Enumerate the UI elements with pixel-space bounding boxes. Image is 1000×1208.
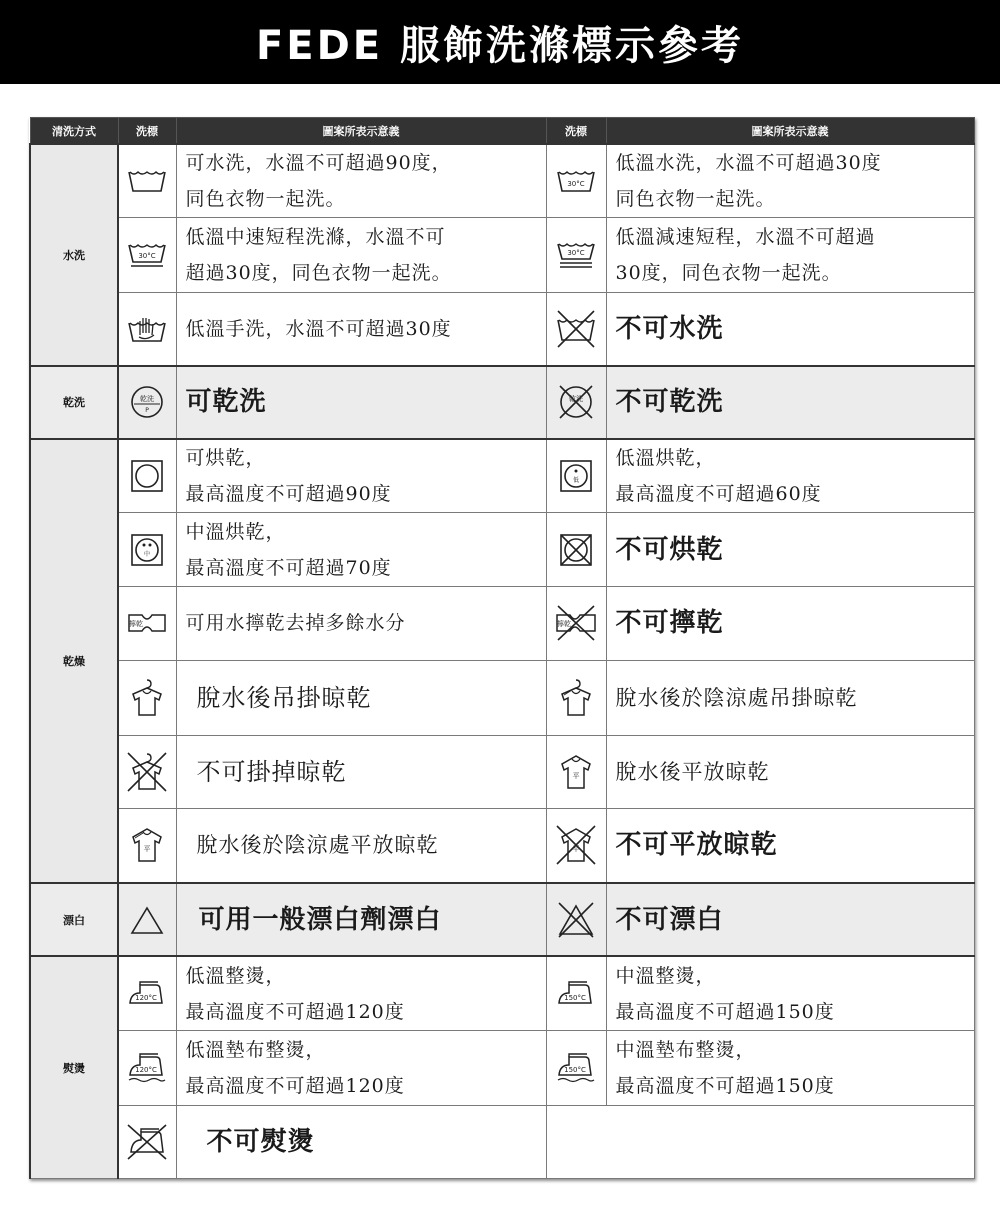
flat-dry-label: 平 — [572, 771, 580, 780]
table-row — [30, 366, 974, 439]
dry-symbol-cell — [118, 808, 176, 882]
tumble-dry-text: 可烘乾， 最高溫度不可超過90度 — [176, 439, 546, 513]
header-symbol: 洗標 — [118, 118, 176, 145]
do-not-tumble-dry-text: 不可烘乾 — [606, 513, 974, 586]
wash-very-gentle-label: 30°C — [567, 249, 585, 258]
care-label-table — [29, 117, 975, 1179]
category-bleach: 漂白 — [30, 883, 118, 956]
flat-dry-text: 脫水後平放晾乾 — [606, 735, 974, 808]
do-not-wring-icon — [554, 603, 598, 643]
wring-icon — [126, 609, 168, 637]
tumble-dry-low-label: 低 — [572, 477, 580, 485]
tumble-dry-low-icon — [558, 458, 594, 494]
table-row — [30, 513, 974, 586]
wash-30-gentle-icon — [128, 242, 166, 268]
do-not-iron-icon — [125, 1122, 169, 1162]
wash-gentle-text: 低溫中速短程洗滌，水溫不可 超過30度，同色衣物一起洗。 — [176, 218, 546, 292]
do-not-hang-dry-icon — [125, 750, 169, 794]
category-dry-clean: 乾洗 — [30, 366, 118, 439]
dry-symbol-cell — [118, 439, 176, 513]
table-row — [30, 735, 974, 808]
wash-30-text: 低溫水洗，水溫不可超過30度 同色衣物一起洗。 — [606, 144, 974, 218]
table-row — [30, 586, 974, 660]
iron-symbol-cell — [546, 956, 606, 1030]
iron-symbol-cell — [546, 1031, 606, 1105]
dry-clean-text: 可乾洗 — [176, 366, 546, 439]
iron-low-cloth-text: 低溫墊布整燙， 最高溫度不可超過120度 — [176, 1031, 546, 1105]
table-row — [30, 1105, 974, 1179]
hang-dry-text: 脫水後吊掛晾乾 — [176, 661, 546, 735]
wash-very-gentle-text: 低溫減速短程，水溫不可超過 30度，同色衣物一起洗。 — [606, 218, 974, 292]
dry-symbol-cell — [118, 661, 176, 735]
iron-low-cloth-icon — [126, 1051, 168, 1085]
wash-symbol-cell — [118, 292, 176, 365]
dry-clean-icon — [129, 384, 165, 420]
iron-symbol-cell — [118, 956, 176, 1030]
dry-symbol-cell — [546, 513, 606, 586]
do-not-wash-icon — [554, 308, 598, 350]
do-not-bleach-icon — [555, 900, 597, 940]
flat-dry-shade-label: 平 — [143, 845, 151, 854]
do-not-dry-clean-text: 不可乾洗 — [606, 366, 974, 439]
header-meaning: 圖案所表示意義 — [176, 118, 546, 145]
category-dry: 乾燥 — [30, 439, 118, 883]
dry-symbol-cell — [546, 661, 606, 735]
dry-symbol-cell — [546, 808, 606, 882]
wash-30-very-gentle-icon — [557, 241, 595, 269]
iron-low-icon — [126, 979, 168, 1009]
table-row — [30, 439, 974, 513]
dry-symbol-cell — [546, 735, 606, 808]
tumble-dry-medium-icon — [129, 532, 165, 568]
wash-symbol-cell — [118, 144, 176, 218]
hang-dry-shade-icon — [558, 678, 594, 718]
dry-clean-p-label: P — [145, 407, 150, 415]
tumble-dry-medium-label: 中 — [144, 550, 151, 558]
iron-symbol-cell — [118, 1031, 176, 1105]
do-not-bleach-text: 不可漂白 — [606, 883, 974, 956]
do-not-dry-clean-icon — [556, 382, 596, 422]
wring-text: 可用水擰乾去掉多餘水分 — [176, 586, 546, 660]
wash-symbol-cell — [546, 218, 606, 292]
do-not-tumble-dry-icon — [556, 530, 596, 570]
dry-symbol-cell — [546, 586, 606, 660]
hand-wash-icon — [128, 315, 166, 343]
header-symbol-2: 洗標 — [546, 118, 606, 145]
category-iron: 熨燙 — [30, 956, 118, 1178]
header-meaning-2: 圖案所表示意義 — [606, 118, 974, 145]
no-dry-clean-label: 乾洗 — [569, 395, 583, 404]
iron-low-cloth-label: 120°C — [135, 1065, 158, 1074]
dry-clean-symbol-cell — [118, 366, 176, 439]
wash-symbol-cell — [546, 144, 606, 218]
bleach-text: 可用一般漂白劑漂白 — [176, 883, 546, 956]
table-header-row — [30, 118, 974, 145]
flat-dry-shade-text: 脫水後於陰涼處平放晾乾 — [176, 808, 546, 882]
table-row — [30, 661, 974, 735]
iron-symbol-cell — [118, 1105, 176, 1179]
dry-clean-label: 乾洗 — [140, 395, 155, 404]
do-not-flat-dry-icon — [554, 823, 598, 867]
iron-low-text: 低溫整燙， 最高溫度不可超過120度 — [176, 956, 546, 1030]
hand-wash-text: 低溫手洗，水溫不可超過30度 — [176, 292, 546, 365]
wash-90-icon — [128, 169, 166, 193]
table-row — [30, 883, 974, 956]
do-not-iron-text: 不可熨燙 — [176, 1105, 546, 1179]
do-not-wash-text: 不可水洗 — [606, 292, 974, 365]
page-title: FEDE 服飾洗滌標示參考 — [0, 0, 1000, 84]
wash-30-label: 30°C — [567, 180, 585, 189]
table-row — [30, 144, 974, 218]
tumble-dry-low-text: 低溫烘乾， 最高溫度不可超過60度 — [606, 439, 974, 513]
dry-symbol-cell — [118, 735, 176, 808]
do-not-hang-dry-text: 不可掛掉晾乾 — [176, 735, 546, 808]
wring-label: 擰乾 — [129, 620, 144, 629]
wash-30-icon — [557, 169, 595, 193]
iron-medium-cloth-icon — [555, 1051, 597, 1085]
iron-medium-label: 150°C — [564, 993, 586, 1002]
wash-90-text: 可水洗，水溫不可超過90度， 同色衣物一起洗。 — [176, 144, 546, 218]
table-row — [30, 218, 974, 292]
iron-medium-icon — [555, 979, 597, 1009]
iron-medium-text: 中溫整燙， 最高溫度不可超過150度 — [606, 956, 974, 1030]
category-wash: 水洗 — [30, 144, 118, 366]
bleach-symbol-cell — [118, 883, 176, 956]
hang-dry-shade-text: 脫水後於陰涼處吊掛晾乾 — [606, 661, 974, 735]
do-not-wring-text: 不可擰乾 — [606, 586, 974, 660]
iron-medium-cloth-label: 150°C — [564, 1065, 586, 1074]
iron-low-label: 120°C — [135, 993, 158, 1002]
header-method: 清洗方式 — [30, 118, 118, 145]
do-not-flat-dry-text: 不可平放晾乾 — [606, 808, 974, 882]
dry-clean-symbol-cell — [546, 366, 606, 439]
no-wring-label: 擰乾 — [557, 620, 571, 629]
table-row — [30, 808, 974, 882]
dry-symbol-cell — [546, 439, 606, 513]
empty-cell — [546, 1105, 606, 1179]
tumble-dry-medium-text: 中溫烘乾， 最高溫度不可超過70度 — [176, 513, 546, 586]
wash-symbol-cell — [546, 292, 606, 365]
dry-symbol-cell — [118, 586, 176, 660]
bleach-symbol-cell — [546, 883, 606, 956]
tumble-dry-icon — [129, 458, 165, 494]
table-row — [30, 1031, 974, 1105]
no-flat-dry-label: 平 — [572, 845, 580, 854]
wash-gentle-label: 30°C — [138, 252, 156, 261]
hang-dry-icon — [129, 678, 165, 718]
iron-medium-cloth-text: 中溫墊布整燙， 最高溫度不可超過150度 — [606, 1031, 974, 1105]
table-row — [30, 956, 974, 1030]
empty-cell — [606, 1105, 974, 1179]
dry-symbol-cell — [118, 513, 176, 586]
flat-dry-icon — [558, 752, 594, 792]
bleach-triangle-icon — [129, 904, 165, 936]
table-row — [30, 292, 974, 365]
flat-dry-shade-icon — [129, 825, 165, 865]
wash-symbol-cell — [118, 218, 176, 292]
